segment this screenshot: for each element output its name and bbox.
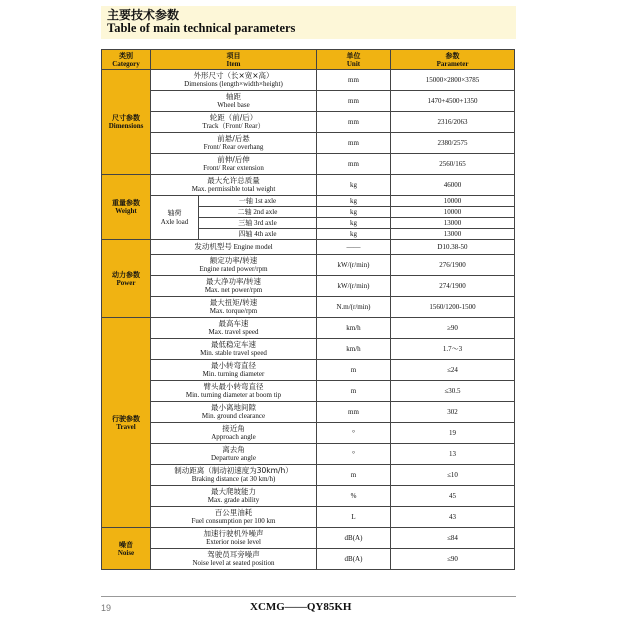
table-row: 动力参数 Power 发动机型号 Engine model —— D10.38-50 [102,240,515,255]
footer-model-name: XCMG——QY85KH [250,601,352,613]
page-number: 19 [101,603,112,613]
page-title-en: Table of main technical parameters [107,21,296,35]
table-row: 最小转弯直径 Min. turning diameter m ≤24 [102,360,515,381]
table-row: 最大扭矩/转速 Max. torque/rpm N.m/(r/min) 1560/1200-1500 [102,297,515,318]
table-row: 轴距 Wheel base mm 1470+4500+1350 [102,91,515,112]
table-row: 尺寸参数 Dimensions 外形尺寸（长×宽×高） Dimensions (length×width×height) mm 15000×2800×3785 [102,70,515,91]
header-unit: 单位 Unit [317,50,391,70]
category-travel: 行驶参数 Travel [102,318,151,528]
table-row: 三轴 3rd axle kg 13000 [102,218,515,229]
table-row: 最低稳定车速 Min. stable travel speed km/h 1.7～3 [102,339,515,360]
category-dimensions: 尺寸参数 Dimensions [102,70,151,175]
table-row: 噪音 Noise 加速行驶机外噪声 Exterior noise level dB(A) ≤84 [102,528,515,549]
table-row: 四轴 4th axle kg 13000 [102,229,515,240]
table-row: 接近角 Approach angle ° 19 [102,423,515,444]
table-row: 臂头最小转弯直径 Min. turning diameter at boom tip m ≤30.5 [102,381,515,402]
table-row: 二轴 2nd axle kg 10000 [102,207,515,218]
table-row: 最大爬坡能力 Max. grade ability % 45 [102,486,515,507]
category-weight: 重量参数 Weight [102,175,151,240]
table-row: 行驶参数 Travel 最高车速 Max. travel speed km/h ≥90 [102,318,515,339]
footer-divider [101,596,516,597]
table-row: 轮距（前/后） Track（Front/ Rear） mm 2316/2063 [102,112,515,133]
parameters-table [101,49,515,570]
table-header-row [102,50,515,70]
category-power: 动力参数 Power [102,240,151,318]
page-title-zh: 主要技术参数 [107,8,180,22]
table-row: 轴荷 Axle load 一轴 1st axle kg 10000 [102,196,515,207]
table-row: 前伸/后伸 Front/ Rear extension mm 2560/165 [102,154,515,175]
header-item: 项目 Item [151,50,317,70]
table-row: 额定功率/转速 Engine rated power/rpm kW/(r/min) 276/1900 [102,255,515,276]
table-row: 制动距离（制动初速度为30km/h） Braking distance (at 30 km/h) m ≤10 [102,465,515,486]
category-noise: 噪音 Noise [102,528,151,570]
table-row: 最大净功率/转速 Max. net power/rpm kW/(r/min) 274/1900 [102,276,515,297]
parameters-table-wrapper [101,49,514,570]
table-row: 最小离地间隙 Min. ground clearance mm 302 [102,402,515,423]
table-row: 重量参数 Weight 最大允许总质量 Max. permissible total weight kg 46000 [102,175,515,196]
header-category: 类别 Category [102,50,151,70]
table-row: 百公里油耗 Fuel consumption per 100 km L 43 [102,507,515,528]
header-parameter: 参数 Parameter [391,50,515,70]
axle-load-group: 轴荷 Axle load [151,196,199,240]
table-row: 驾驶员耳旁噪声 Noise level at seated position dB(A) ≤90 [102,549,515,570]
table-row: 前悬/后悬 Front/ Rear overhang mm 2380/2575 [102,133,515,154]
table-row: 离去角 Departure angle ° 13 [102,444,515,465]
